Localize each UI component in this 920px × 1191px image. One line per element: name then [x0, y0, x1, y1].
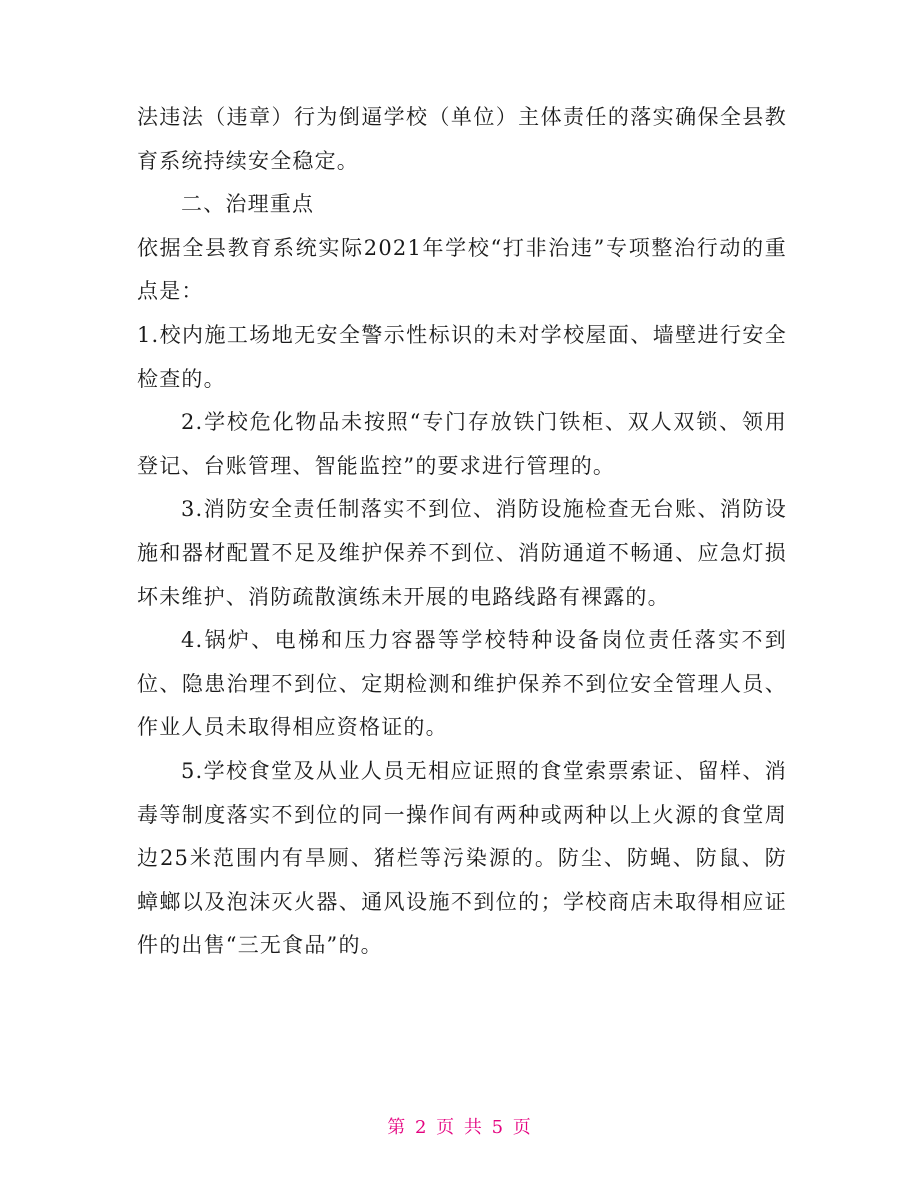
list-item-5: 5.学校食堂及从业人员无相应证照的食堂索票索证、留样、消毒等制度落实不到位的同一操作间有两种或两种以上火源的食堂周边25米范围内有旱厕、猪栏等污染源的。防尘、防蝇、防鼠、防蟑螂以及泡沫灭火器、通风设施不到位的；学校商店未取得相应证件的出售“三无食品”的。 [137, 758, 787, 958]
page-footer [0, 1113, 920, 1139]
page-number-label: 第 2 页 共 5 页 [387, 1117, 533, 1138]
paragraph-continuation: 法违法（违章）行为倒逼学校（单位）主体责任的落实确保全县教育系统持续安全稳定。 [137, 105, 787, 173]
section-heading: 二、治理重点 [181, 192, 315, 217]
list-item-4: 4.锅炉、电梯和压力容器等学校特种设备岗位责任落实不到位、隐患治理不到位、定期检测和维护保养不到位安全管理人员、作业人员未取得相应资格证的。 [137, 628, 787, 740]
document-body [137, 96, 787, 968]
list-item-1: 1.校内施工场地无安全警示性标识的未对学校屋面、墙壁进行安全检查的。 [137, 322, 787, 391]
paragraph-intro: 依据全县教育系统实际2021年学校“打非治违”专项整治行动的重点是： [137, 235, 787, 304]
list-item-2: 2.学校危化物品未按照“专门存放铁门铁柜、双人双锁、领用登记、台账管理、智能监控”的要求进行管理的。 [137, 410, 787, 478]
list-item-3: 3.消防安全责任制落实不到位、消防设施检查无台账、消防设施和器材配置不足及维护保养不到位、消防通道不畅通、应急灯损坏未维护、消防疏散演练未开展的电路线路有裸露的。 [137, 497, 787, 609]
